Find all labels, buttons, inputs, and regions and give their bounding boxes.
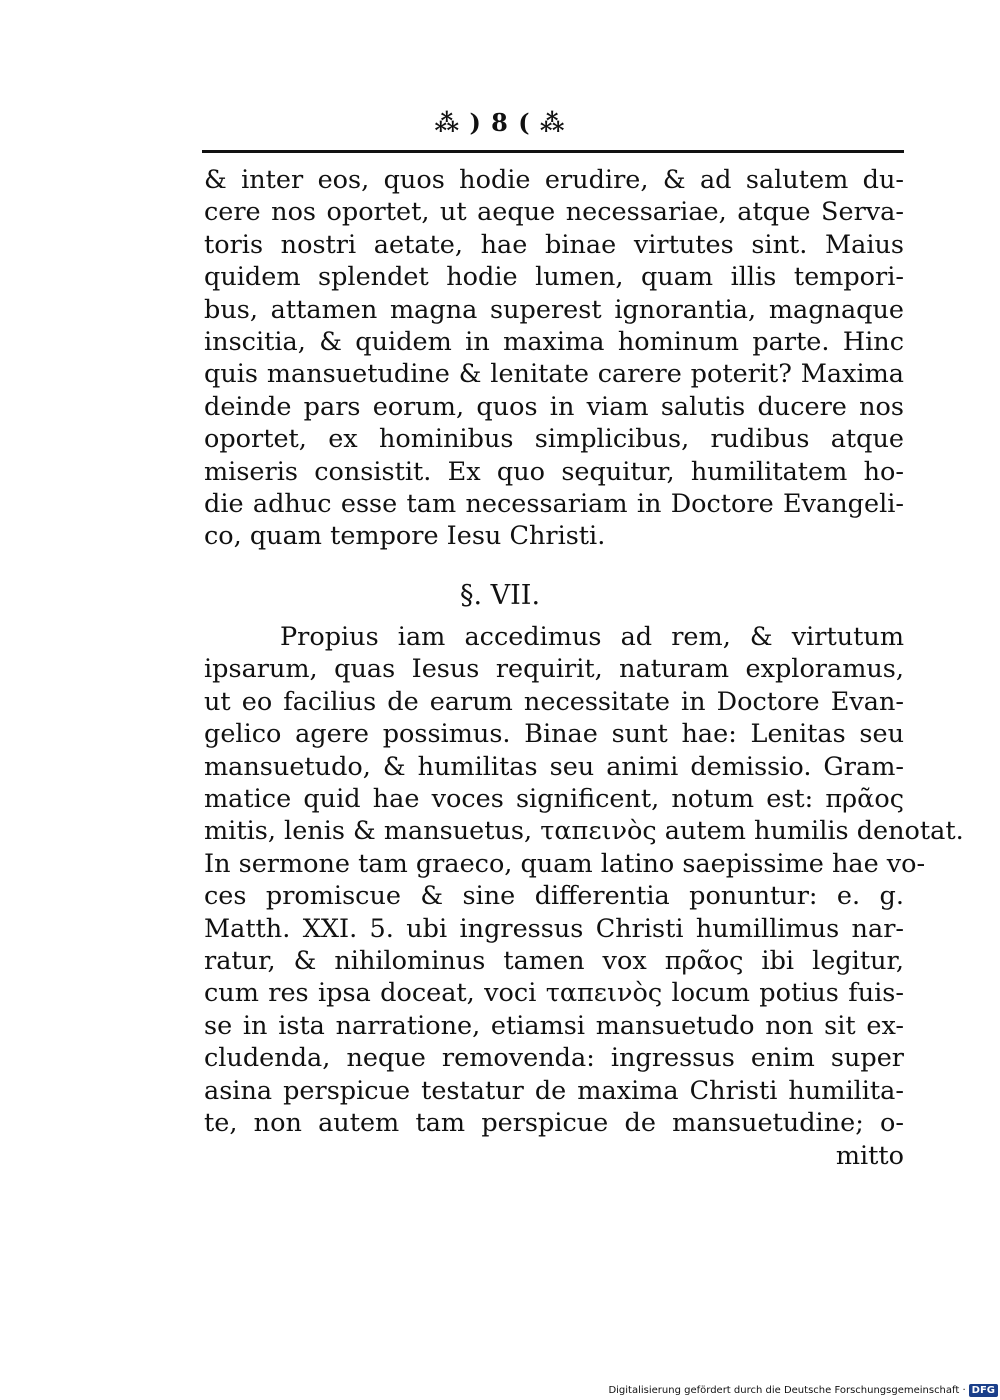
footer-credit: [606, 1381, 1000, 1400]
header-rule: [202, 150, 904, 153]
text-line: bus, attamen magna superest ignorantia, magnaque: [204, 294, 904, 325]
text-line: mitis, lenis & mansuetus, ταπεινὸς autem humilis denotat.: [204, 816, 964, 847]
text-line: inscitia, & quidem in maxima hominum parte. Hinc: [204, 327, 904, 358]
text-line: toris nostri aetate, hae binae virtutes sint. Maius: [204, 229, 904, 260]
section-heading: §. VII.: [459, 580, 541, 611]
text-line: & inter eos, quos hodie erudire, & ad salutem du-: [204, 165, 904, 195]
text-line: quis mansuetudine & lenitate carere poterit? Maxima: [204, 359, 904, 390]
text-line: miseris consistit. Ex quo sequitur, humilitatem ho-: [204, 456, 904, 487]
text-line: se in ista narratione, etiamsi mansuetudo non sit ex-: [204, 1010, 904, 1041]
catchword: mitto: [835, 1140, 904, 1171]
text-line: gelico agere possimus. Binae sunt hae: Lenitas seu: [204, 719, 904, 750]
text-line: ut eo facilius de earum necessitate in Doctore Evan-: [204, 686, 904, 717]
text-line: In sermone tam graeco, quam latino saepissime hae vo-: [204, 848, 926, 879]
text-line: co, quam tempore Iesu Christi.: [204, 521, 606, 552]
text-line: asina perspicue testatur de maxima Christi humilita-: [204, 1075, 904, 1106]
text-line: cum res ipsa doceat, voci ταπεινὸς locum potius fuis-: [204, 978, 904, 1009]
page-header: ⁂ ) 8 ( ⁂: [434, 108, 566, 137]
text-line: quidem splendet hodie lumen, quam illis tempori-: [204, 262, 904, 293]
text-line: Matth. XXI. 5. ubi ingressus Christi humillimus nar-: [204, 913, 904, 944]
text-line: ipsarum, quas Iesus requirit, naturam exploramus,: [204, 654, 904, 685]
text-line: matice quid hae voces significent, notum est: πρᾶος: [204, 784, 904, 815]
text-line: cludenda, neque removenda: ingressus enim super: [204, 1043, 904, 1074]
text-line: die adhuc esse tam necessariam in Doctore Evangeli-: [204, 489, 904, 520]
text-line: deinde pars eorum, quos in viam salutis ducere nos: [204, 391, 904, 422]
text-line: Propius iam accedimus ad rem, & virtutum: [280, 622, 904, 652]
paragraph-2: [204, 621, 964, 1172]
text-line: oportet, ex hominibus simplicibus, rudibus atque: [204, 424, 904, 455]
text-line: ratur, & nihilominus tamen vox πρᾶος ibi legitur,: [204, 946, 904, 977]
footer-text: Digitalisierung gefördert durch die Deutsche Forschungsgemeinschaft ·: [608, 1385, 966, 1396]
text-line: te, non autem tam perspicue de mansuetudine; o-: [204, 1108, 904, 1139]
paragraph-1: [204, 164, 904, 553]
dfg-logo: DFG: [969, 1384, 998, 1397]
text-line: cere nos oportet, ut aeque necessariae, atque Serva-: [204, 197, 904, 228]
text-line: mansuetudo, & humilitas seu animi demissio. Gram-: [204, 751, 904, 782]
text-line: ces promiscue & sine differentia ponuntur: e. g.: [204, 881, 904, 912]
